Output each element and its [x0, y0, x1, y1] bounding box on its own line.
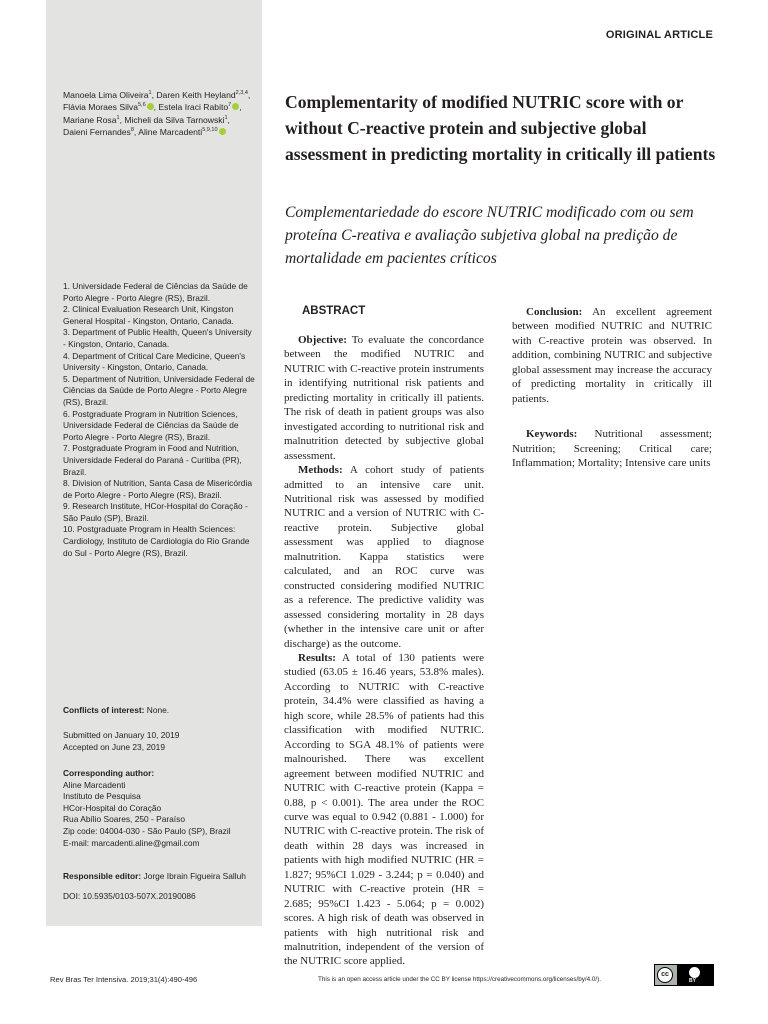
- conflicts-of-interest: [63, 705, 255, 717]
- corresponding-email[interactable]: E-mail: marcadenti.aline@gmail.com: [63, 837, 200, 848]
- cc-icon: cc: [657, 967, 673, 983]
- results-label: Results:: [298, 651, 336, 664]
- affiliation-item: 9. Research Institute, HCor-Hospital do Coração - São Paulo (SP), Brazil.: [63, 501, 248, 523]
- author-name: , Flávia Moraes Silva: [63, 90, 251, 113]
- conflicts-label: Conflicts of interest:: [63, 705, 145, 715]
- methods-text: A cohort study of patients admitted to an intensive care unit. Nutritional risk was assessed by modified NUTRIC and a version of NUTRIC with C-reactive protein. Subjective global assessment was applied to diagnose malnutrition. Kappa statistics were calculated, and an ROC curve was constructed considering modified NUTRIC as a reference. The predictive validity was assessed considering mortality in 28 days (whether in the intensive care unit or after discharge) as the outcome.: [284, 464, 484, 650]
- article-type-label: ORIGINAL ARTICLE: [605, 29, 713, 41]
- orcid-icon[interactable]: [219, 128, 226, 135]
- author-name: , Daren Keith Heyland: [151, 90, 236, 100]
- author-name: Manoela Lima Oliveira: [63, 90, 149, 100]
- accepted-date: Accepted on June 23, 2019: [63, 741, 165, 752]
- author-sup: 8: [130, 127, 134, 134]
- corresponding-line: HCor-Hospital do Coração: [63, 802, 162, 813]
- author-name: , Aline Marcadenti: [133, 127, 203, 138]
- orcid-icon[interactable]: [147, 103, 154, 110]
- corresponding-line: Instituto de Pesquisa: [63, 791, 141, 802]
- keywords-label: Keywords:: [526, 428, 578, 441]
- by-icon: [677, 965, 713, 985]
- article-subtitle: Complementariedade do escore NUTRIC modificado com ou sem proteína C-reativa e avaliação subjetiva global na predição de mortalidade em pacientes críticos: [285, 204, 694, 267]
- abstract-results: [284, 651, 484, 969]
- submitted-date: Submitted on January 10, 2019: [63, 730, 180, 740]
- author-name: , Daieni Fernandes: [63, 114, 230, 138]
- submission-dates: [63, 730, 255, 753]
- author-list: [63, 89, 255, 139]
- abstract-heading: ABSTRACT: [302, 305, 366, 317]
- methods-label: Methods:: [298, 464, 343, 477]
- affiliation-item: 7. Postgraduate Program in Food and Nutrition, Universidade Federal do Paraná - Curitiba (PR), Brazil.: [63, 443, 242, 477]
- author-sup: 1: [148, 90, 152, 97]
- abstract-objective: [284, 333, 484, 463]
- cc-by-license-icon[interactable]: [654, 964, 714, 986]
- responsible-editor: [63, 871, 255, 883]
- conflicts-value: None.: [144, 705, 170, 715]
- article-title: Complementarity of modified NUTRIC score with or without C-reactive protein and subjective global assessment in predicting mortality in critically ill patients: [285, 92, 716, 164]
- corresponding-author: [63, 768, 255, 849]
- abstract-keywords: [512, 427, 712, 470]
- editor-label: Responsible editor:: [63, 871, 142, 881]
- attribution-icon: [689, 967, 700, 978]
- author-sup: 5,6: [137, 102, 146, 109]
- corresponding-label: Corresponding author:: [63, 768, 155, 778]
- doi[interactable]: DOI: 10.5935/0103-507X.20190086: [63, 891, 196, 901]
- author-name: , Estela Iraci Rabito: [153, 102, 229, 113]
- objective-label: Objective:: [298, 334, 347, 346]
- affiliation-item: 10. Postgraduate Program in Health Sciences: Cardiology, Instituto de Cardiologia do Rio Grande do Sul - Porto Alegre (RS), Brazil.: [63, 524, 250, 558]
- affiliation-item: 6. Postgraduate Program in Nutrition Sciences, Universidade Federal de Ciências da Saúde de Porto Alegre - Porto Alegre (RS), Brazil.: [63, 408, 239, 442]
- author-sup: 1: [224, 114, 228, 121]
- author-name: , Micheli da Silva Tarnowski: [119, 114, 225, 125]
- author-sup: 1: [116, 114, 120, 121]
- corresponding-line: Rua Abílio Soares, 250 - Paraíso: [63, 814, 185, 825]
- abstract-column-right: [512, 305, 712, 471]
- affiliation-item: 8. Division of Nutrition, Santa Casa de Misericórdia de Porto Alegre - Porto Alegre (RS), Brazil.: [63, 478, 252, 500]
- journal-citation: Rev Bras Ter Intensiva. 2019;31(4):490-496: [50, 975, 198, 984]
- conclusion-label: Conclusion:: [526, 306, 583, 318]
- conclusion-text: An excellent agreement between modified NUTRIC and NUTRIC with C-reactive protein was observed. In addition, combining NUTRIC and subjective global assessment may increase the accuracy of predicting mortality in critically ill patients.: [512, 306, 712, 405]
- affiliation-item: 5. Department of Nutrition, Universidade Federal de Ciências da Saúde de Porto Alegre - Porto Alegre (RS), Brazil.: [63, 373, 255, 407]
- affiliation-item: 1. Universidade Federal de Ciências da Saúde de Porto Alegre - Porto Alegre (RS), Brazil.: [63, 281, 248, 303]
- abstract-methods: [284, 463, 484, 651]
- abstract-column-left: [284, 333, 484, 969]
- author-sup: 5,9,10: [202, 127, 218, 134]
- editor-value: Jorge Ibrain Figueira Salluh: [141, 871, 246, 881]
- objective-text: To evaluate the concordance between the modified NUTRIC and NUTRIC with C-reactive protein instruments in identifying nutritional risk patients and predicting mortality in critically ill patients. The risk of death in patient groups was also investigated according to nutritional risk and malnutrition detected by subjective global assessment.: [284, 334, 484, 462]
- author-sup: 7: [228, 102, 232, 109]
- results-text: A total of 130 patients were studied (63.05 ± 16.46 years, 53.8% males). According to NUTRIC with C-reactive protein, 34.4% were classified as having a high score, while 28.5% of patients had this classification with modified NUTRIC. According to SGA 48.1% of patients were malnourished. There was excellent agreement between modified NUTRIC and NUTRIC with C-reactive protein (Kappa = 0.88, p < 0.001). The area under the ROC curve was equal to 0.942 (0.881 - 1.000) for NUTRIC with C-reactive protein. The risk of death within 28 days was increased in patients with high modified NUTRIC (HR = 1.827; 95%CI 1.029 - 3.244; p = 0.040) and NUTRIC with C-reactive protein (HR = 2.685; 95%CI 1.423 - 5.064; p = 0.002) scores. A high risk of death was observed in patients with high nutritional risk and malnutrition, independent of the version of the NUTRIC score applied.: [284, 651, 484, 968]
- corresponding-line: Aline Marcadenti: [63, 779, 126, 790]
- author-name: , Mariane Rosa: [63, 102, 242, 125]
- author-sup: 2,3,4: [235, 90, 248, 97]
- keywords-text: Nutritional assessment; Nutrition; Screening; Critical care; Inflammation; Mortality; Intensive care units: [512, 428, 712, 470]
- affiliation-item: 2. Clinical Evaluation Research Unit, Kingston General Hospital - Kingston, Ontario, Canada.: [63, 304, 234, 326]
- affiliation-list: [63, 281, 255, 559]
- affiliation-item: 4. Department of Critical Care Medicine, Queen's University - Kingston, Ontario, Canada.: [63, 350, 246, 373]
- by-label: BY: [689, 978, 696, 984]
- license-statement[interactable]: This is an open access article under the CC BY license https://creativecommons.org/licenses/by/4.0/).: [318, 976, 602, 983]
- affiliation-item: 3. Department of Public Health, Queen's University - Kingston, Ontario, Canada.: [63, 327, 252, 349]
- abstract-conclusion: [512, 305, 712, 406]
- corresponding-line: Zip code: 04004-030 - São Paulo (SP), Brazil: [63, 825, 231, 836]
